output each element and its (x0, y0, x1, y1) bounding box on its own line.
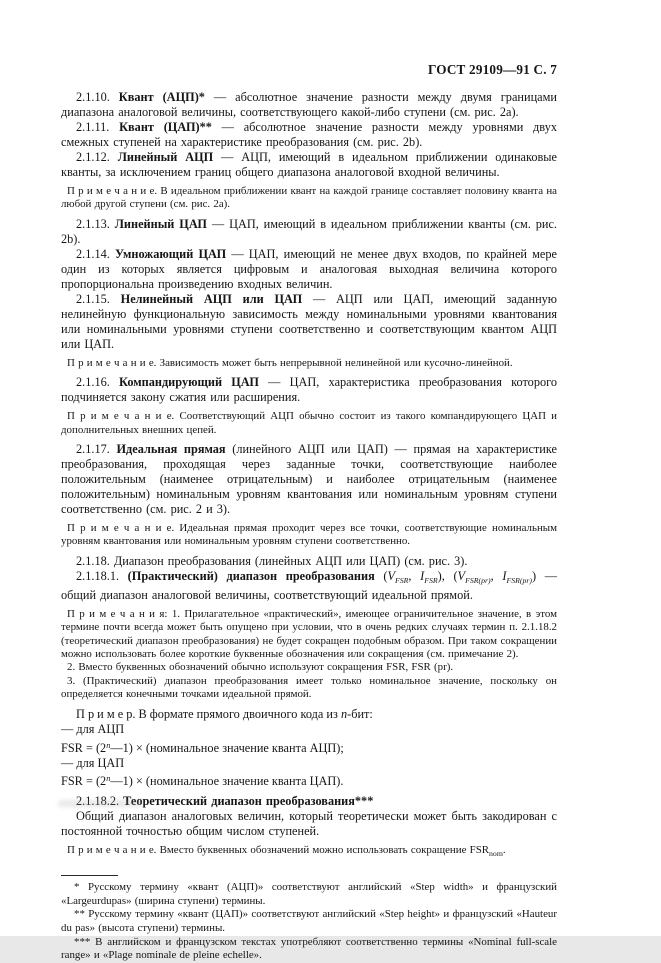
term-name: Умножающий ЦАП (114, 246, 227, 261)
clause-number: 2.1.10. (76, 90, 110, 104)
footnote-rule (61, 875, 118, 876)
term-name: Линейный АЦП (117, 150, 214, 164)
clause-number: 2.1.18.2. (76, 793, 120, 808)
clause-number: 2.1.12. (76, 150, 110, 164)
formula-text: ), ( (437, 568, 458, 583)
clause-number: 2.1.18.1. (76, 568, 120, 583)
formula-text: , (408, 568, 421, 583)
symbol-v-fsr: V (387, 568, 395, 583)
term-definition: — абсолютное значение разности между уровнями двух смежных ступеней на характеристике преобразования (см. рис. 2b). (61, 120, 557, 149)
term-name: Линейный ЦАП (114, 216, 207, 231)
variable-n: n (340, 706, 348, 721)
clause-number: 2.1.18. (76, 553, 110, 568)
superscript-n: n (106, 740, 111, 750)
note-2-1-18-2 (61, 844, 557, 860)
scan-artifact (58, 800, 144, 807)
term-definition: — ЦАП, характеристика преобразования которого подчиняется закону сжатия или расширения. (61, 375, 557, 405)
symbol-i-fsr-pr: I (502, 568, 507, 583)
para-2-1-12 (61, 150, 557, 180)
clause-number: 2.1.15. (76, 291, 110, 306)
example-text: -бит: (347, 706, 373, 721)
clause-number: 2.1.17. (76, 442, 110, 457)
symbol-v-fsr-pr: V (457, 568, 466, 583)
example-label: П р и м е р. (76, 706, 136, 721)
term-definition: — АЦП или ЦАП, имеющий заданную нелинейную функциональную зависимость между номинальными уровнями квантования или номинальными уровнями ступени соответственно и соответствующим квантом АЦП или ЦАП. (61, 291, 557, 351)
term-name: Теоретический диапазон преобразования*** (123, 793, 374, 808)
formula-fsr-dac (61, 771, 557, 789)
note-label: П р и м е ч а н и е. (67, 356, 157, 369)
clause-number: 2.1.13. (76, 216, 110, 231)
note-label: П р и м е ч а н и е. (67, 185, 158, 197)
term-name: Нелинейный АЦП или ЦАП (120, 291, 303, 306)
subscript-fsr: FSR (394, 575, 409, 585)
para-2-1-10 (61, 90, 557, 120)
term-name: Идеальная прямая (116, 442, 226, 457)
note-label: П р и м е ч а н и е. (67, 522, 175, 535)
formula-text: , (490, 568, 503, 583)
note-item-2: 2. Вместо буквенных обозначений обычно используют сокращения FSR, FSR (pr). (67, 661, 454, 674)
note-text: . (502, 843, 506, 856)
para-2-1-18-2-body: Общий диапазон аналоговых величин, который теоретически может быть закодирован с постоянной точностью общим числом ступеней. (61, 808, 557, 838)
clause-number: 2.1.16. (76, 375, 110, 390)
footnote-3: *** В английском и французском текстах употребляют соответственно термины «Nominal full-scale range» и «Plage nominale de pleine echelle». (61, 935, 557, 962)
formula-fsr-adc (61, 738, 557, 756)
term-definition: — АЦП, имеющий в идеальном приближении одинаковые кванты, за исключением границ общего диапазона аналоговой входной величины. (61, 150, 558, 179)
formula-text: ( (374, 568, 388, 583)
term-definition: (линейного АЦП или ЦАП) — прямая на характеристике преобразования, проходящая через заданные точки, соответствующие наиболее положительным (наименее отрицательным) и наиболее отрицательным (наименее положительным) номинальным уровням квантования или номинальным уровням ступени соответственно (см. рис. 2 и 3). (61, 442, 557, 517)
example-text: В формате прямого двоичного кода из (135, 706, 341, 721)
note-text: Соответствующий АЦП обычно состоит из такого компандирующего ЦАП и дополнительных внешних цепей. (61, 410, 557, 436)
note-2-1-17 (61, 522, 557, 549)
footnotes-block (61, 875, 557, 963)
term-definition: Диапазон преобразования (линейных АЦП или ЦАП) (см. рис. 3). (109, 553, 468, 568)
footnote-1: * Русскому термину «квант (АЦП)» соответствуют английский «Step width» и французский «Largeurdupas» (ширина ступени) термины. (61, 881, 557, 907)
example-dash-adc: — для АЦП (61, 722, 125, 737)
term-name: Квант (ЦАП)** (119, 120, 212, 134)
clause-number: 2.1.11. (76, 120, 110, 134)
clause-number: 2.1.14. (76, 246, 110, 261)
note-item-3: 3. (Практический) диапазон преобразования имеет только номинальное значение, поскольку он определяется конечными точками идеальной прямой. (61, 674, 557, 701)
note-2-1-16 (61, 410, 557, 437)
note-label: П р и м е ч а н и е. (67, 843, 157, 856)
notes-block-2-1-18-1 (61, 608, 557, 702)
subscript-fsr-pr: FSR(pr) (506, 575, 532, 585)
term-definition: ) — общий диапазон аналоговой величины, соответствующий идеальной прямой. (61, 568, 558, 602)
para-2-1-14 (61, 247, 557, 292)
para-2-1-16 (61, 375, 557, 405)
page-content (61, 90, 557, 963)
note-item-1 (61, 608, 557, 662)
formula-text: FSR = (2 (61, 740, 107, 755)
note-2-1-12 (61, 185, 557, 212)
subscript-fsr-pr: FSR(pr) (465, 575, 491, 585)
note-text: Зависимость может быть непрерывной нелинейной или кусочно-линейной. (156, 356, 513, 369)
term-definition: — ЦАП, имеющий в идеальном приближении кванты (см. рис. 2b). (61, 216, 557, 246)
term-name: Компандирующий ЦАП (119, 375, 259, 390)
example-intro (61, 707, 557, 722)
note-text: 1. Прилагательное «практический», имеющее ограничительное значение, в этом термине почти всегда может быть опущено при условии, что в очень редких случаях термин п. 2.1.18.2 (теоретический диапазон преобразования) не будет сокращен подобным образом. При таком сокращении можно использовать более короткие буквенные обозначения или сокращения (см. примечание 2). (61, 607, 557, 661)
example-block (61, 707, 557, 790)
page-header: ГОСТ 29109—91 С. 7 (427, 62, 557, 77)
subscript-fsr: FSR (424, 575, 438, 585)
note-label: П р и м е ч а н и е. (67, 410, 175, 423)
symbol-i-fsr: I (420, 568, 425, 583)
para-2-1-18 (61, 554, 557, 569)
formula-text: FSR = (2 (61, 774, 107, 789)
subscript-nom: nom (489, 848, 503, 858)
term-name: Квант (АЦП)* (118, 90, 205, 104)
para-2-1-13 (61, 217, 557, 247)
note-text: Вместо буквенных обозначений можно использовать сокращение FSR (156, 843, 490, 856)
term-name: (Практический) диапазон преобразования (127, 568, 375, 583)
footnote-2: ** Русскому термину «квант (ЦАП)» соответствуют английский «Step height» и французский «Hauteur du pas» (высота ступени) термины. (61, 908, 557, 934)
example-dash-dac: — для ЦАП (61, 755, 125, 770)
note-text: Идеальная прямая проходит через все точки, соответствующие номинальным уровням квантования или номинальным уровням ступени соответственно. (61, 522, 557, 548)
para-2-1-11 (61, 120, 557, 150)
term-definition: — ЦАП, имеющий не менее двух входов, по крайней мере один из которых является цифровым и аналоговая выходная величина которого пропорциональна произведению входных величин. (61, 246, 557, 291)
para-2-1-15 (61, 292, 557, 352)
para-2-1-18-1 (61, 569, 557, 603)
para-2-1-17 (61, 442, 557, 517)
note-text: В идеальном приближении квант на каждой границе составляет половину кванта на любой другой ступени (см. рис. 2a). (61, 185, 557, 211)
term-definition: — абсолютное значение разности между двумя границами диапазона аналоговой величины, соответствующего какой-либо ступени (см. рис. 2a). (61, 90, 557, 119)
note-label: П р и м е ч а н и я: (67, 607, 168, 620)
note-2-1-15 (61, 357, 557, 370)
formula-text: —1) × (номинальное значение кванта АЦП); (110, 740, 344, 755)
formula-text: —1) × (номинальное значение кванта ЦАП). (110, 774, 344, 789)
superscript-n: n (106, 774, 111, 784)
